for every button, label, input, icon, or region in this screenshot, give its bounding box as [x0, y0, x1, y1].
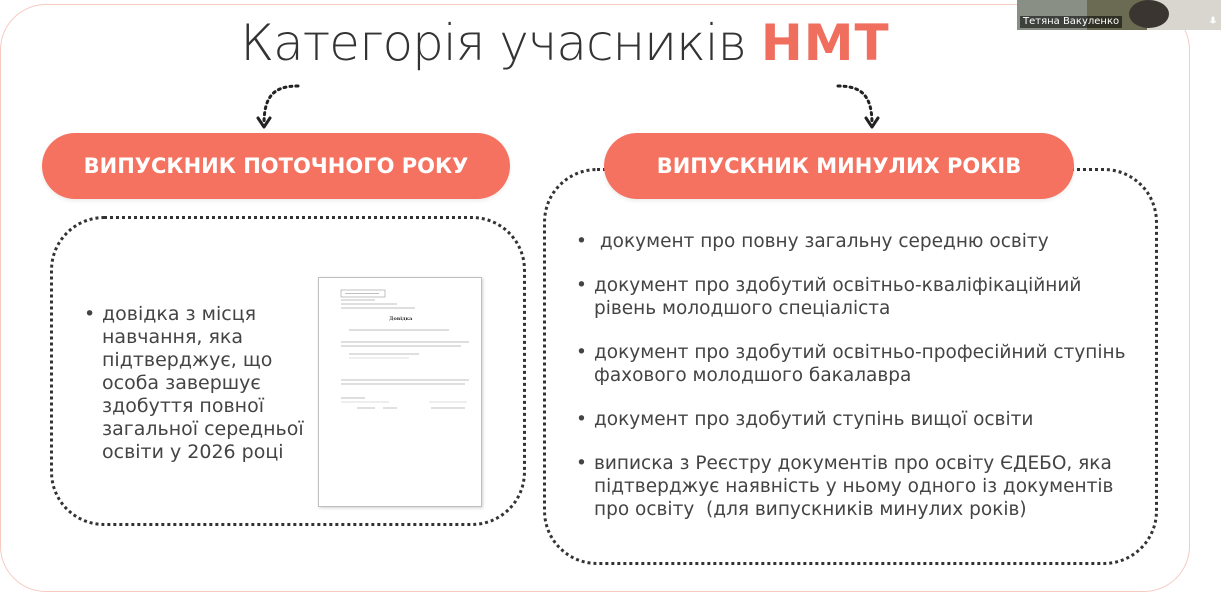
slide-title [0, 14, 1130, 72]
microphone-icon [1209, 16, 1217, 29]
document-title: Довідка [389, 316, 413, 322]
participant-video [1129, 0, 1169, 28]
left-category-label: ВИПУСКНИК ПОТОЧНОГО РОКУ [42, 133, 510, 199]
certificate-document-image [318, 277, 482, 507]
list-item-text: виписка з Реєстру документів про освіту ЄДЕБО, яка підтверджує наявність у ньому одного із документів про освіту (для випускників минулих років) [594, 453, 1124, 520]
bullet-icon: • [84, 303, 96, 325]
list-item [576, 230, 1136, 253]
list-item-text: документ про здобутий освітньо-професійний ступінь фахового молодшого бакалавра [594, 342, 1126, 386]
document-illustration [319, 278, 481, 506]
right-category-label: ВИПУСКНИК МИНУЛИХ РОКІВ [604, 133, 1074, 199]
list-item [576, 274, 1136, 320]
list-item [576, 452, 1136, 521]
title-accent: НМТ [760, 14, 890, 72]
bullet-icon: • [576, 453, 587, 474]
list-item-text: документ про здобутий ступінь вищої освіти [594, 409, 1034, 430]
participant-name: Тетяна Вакуленко [1020, 16, 1122, 28]
list-item [576, 408, 1136, 431]
title-text: Категорія учасників [240, 14, 746, 72]
left-item-text: довідка з місця навчання, яка підтверджує, що особа завершує здобуття повної загальної середньої освіти у 2026 році [102, 303, 304, 463]
right-item-list [576, 230, 1136, 521]
list-item-text: документ про здобутий освітньо-кваліфікаційний рівень молодшого спеціаліста [594, 275, 1082, 319]
list-item-text: документ про повну загальну середню освіту [594, 231, 1049, 252]
participant-video-tile[interactable] [1017, 0, 1221, 30]
bullet-icon: • [576, 342, 587, 363]
left-item [84, 303, 320, 464]
bullet-icon: • [576, 231, 587, 252]
bullet-icon: • [576, 409, 587, 430]
list-item [576, 341, 1136, 387]
arrow-right-icon [834, 80, 884, 132]
bullet-icon: • [576, 275, 587, 296]
arrow-left-icon [252, 80, 302, 132]
